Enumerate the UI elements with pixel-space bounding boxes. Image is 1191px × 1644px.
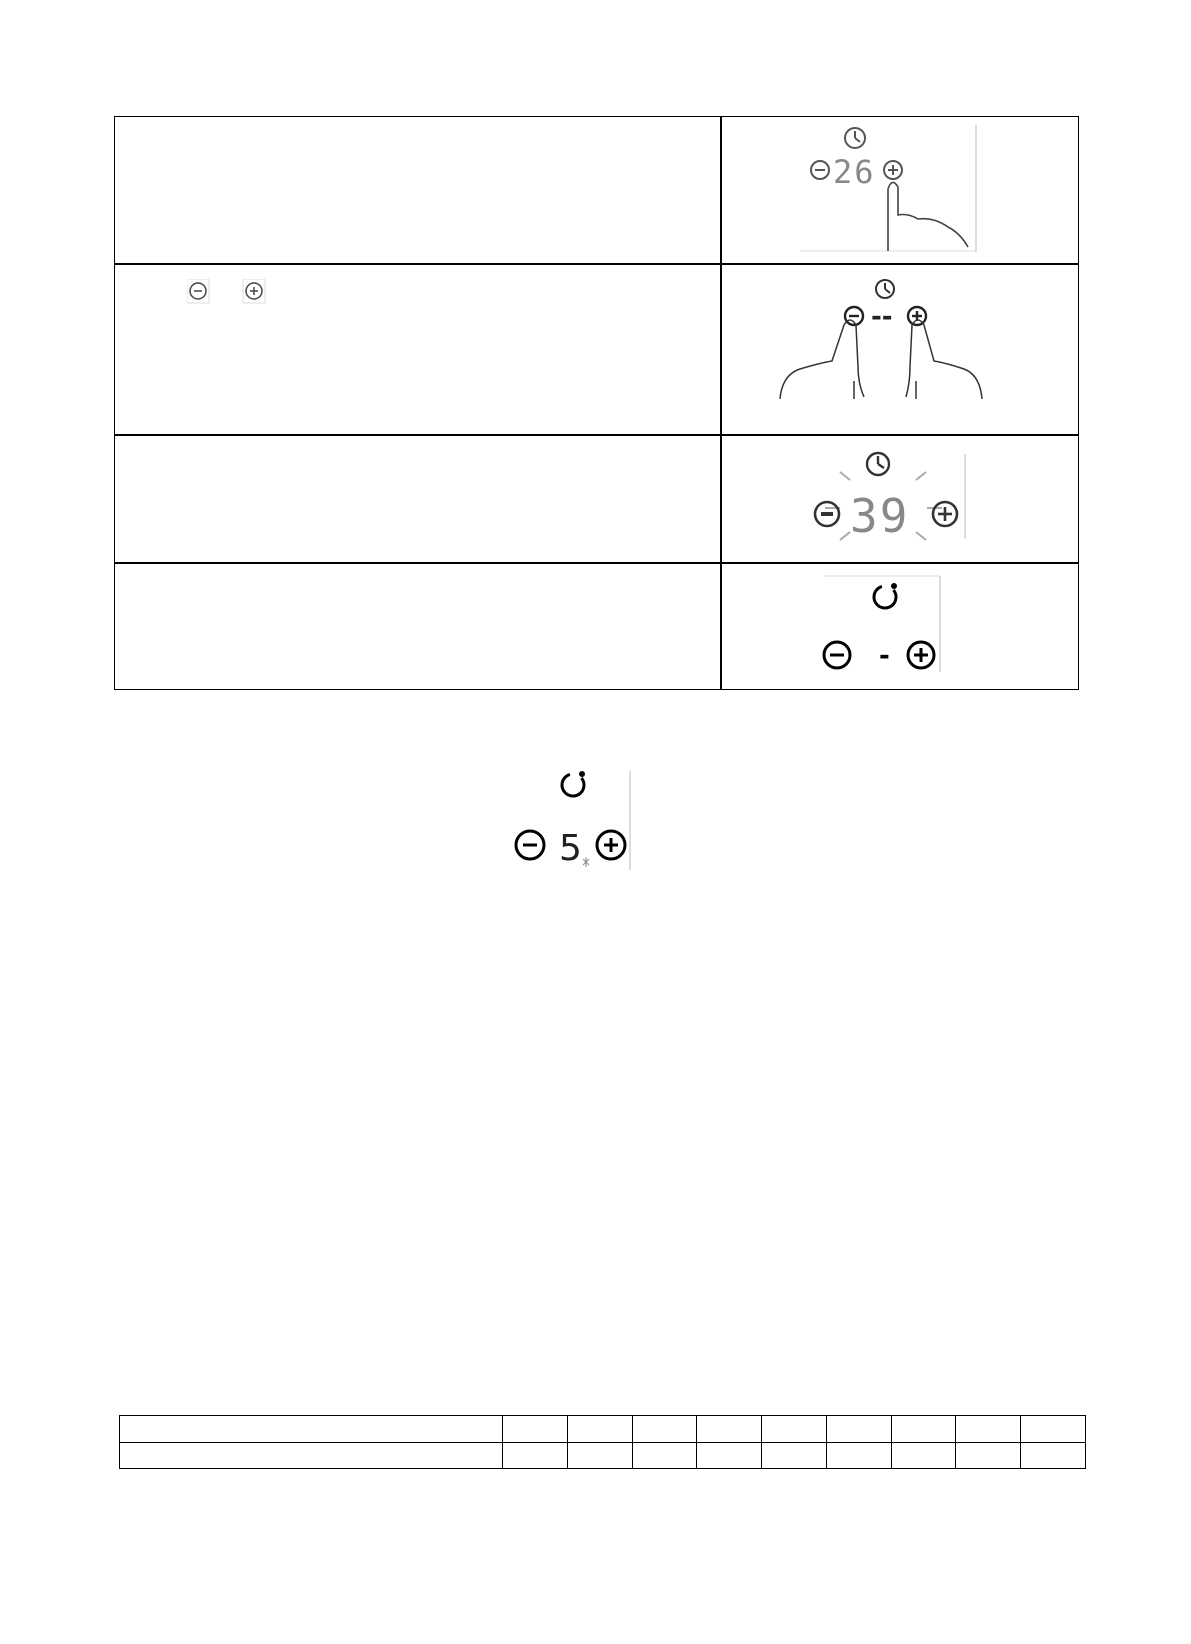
table-cell — [120, 1416, 503, 1443]
table-cell — [956, 1416, 1021, 1443]
minus-circle-icon — [811, 161, 829, 179]
clock-icon — [845, 128, 865, 148]
plus-circle-icon — [243, 279, 265, 303]
minus-circle-icon — [516, 831, 544, 859]
table-cell — [632, 1416, 697, 1443]
table-cell — [762, 1442, 827, 1469]
clock-icon — [876, 280, 894, 298]
minus-circle-icon — [824, 642, 850, 668]
step-2-text-cell — [115, 263, 720, 434]
display-value: 26 — [833, 153, 876, 191]
minus-circle-icon — [815, 502, 839, 526]
table-cell — [632, 1442, 697, 1469]
inline-keys — [187, 279, 277, 309]
bottom-table — [119, 1415, 1086, 1469]
minus-circle-icon — [187, 279, 209, 303]
plus-circle-icon — [884, 161, 902, 179]
table-cell — [1021, 1442, 1086, 1469]
plus-circle-icon — [597, 831, 625, 859]
standalone-figure-svg — [505, 765, 635, 875]
table-cell — [1021, 1416, 1086, 1443]
display-value: - — [879, 641, 890, 671]
step-1-figure — [720, 117, 1078, 263]
power-ring-icon — [558, 770, 589, 801]
power-ring-icon — [870, 582, 901, 613]
table-row — [120, 1442, 1086, 1469]
plus-circle-icon — [908, 642, 934, 668]
step-4-figure — [720, 562, 1078, 691]
step-4-figure-cell — [720, 562, 1078, 691]
step-3-figure — [720, 434, 1078, 562]
table-cell — [826, 1442, 891, 1469]
plus-circle-icon — [933, 502, 957, 526]
display-value: -- — [871, 302, 893, 332]
table-cell — [697, 1442, 762, 1469]
plus-circle-icon — [908, 307, 926, 325]
table-cell — [567, 1442, 632, 1469]
standalone-figure — [505, 765, 635, 875]
table-cell — [891, 1442, 956, 1469]
table-cell — [762, 1416, 827, 1443]
flash-dot-icon — [583, 857, 589, 867]
step-1-figure-cell — [720, 117, 1078, 263]
steps-table — [114, 116, 1079, 690]
step-4-text-cell — [115, 562, 720, 691]
finger-press-icon — [888, 182, 968, 251]
table-cell — [891, 1416, 956, 1443]
table-cell — [697, 1416, 762, 1443]
step-2-figure — [720, 263, 1078, 434]
table-cell — [120, 1442, 503, 1469]
display-value: 39 — [850, 489, 910, 543]
table-cell — [826, 1416, 891, 1443]
table-cell — [503, 1416, 568, 1443]
step-1-text-cell — [115, 117, 720, 263]
table-cell — [503, 1442, 568, 1469]
table-row — [120, 1416, 1086, 1443]
step-3-figure-cell — [720, 434, 1078, 562]
step-2-figure-cell — [720, 263, 1078, 434]
table-cell — [956, 1442, 1021, 1469]
clock-icon — [867, 453, 889, 475]
display-value: 5 — [559, 828, 582, 869]
table-cell — [567, 1416, 632, 1443]
step-3-text-cell — [115, 434, 720, 562]
